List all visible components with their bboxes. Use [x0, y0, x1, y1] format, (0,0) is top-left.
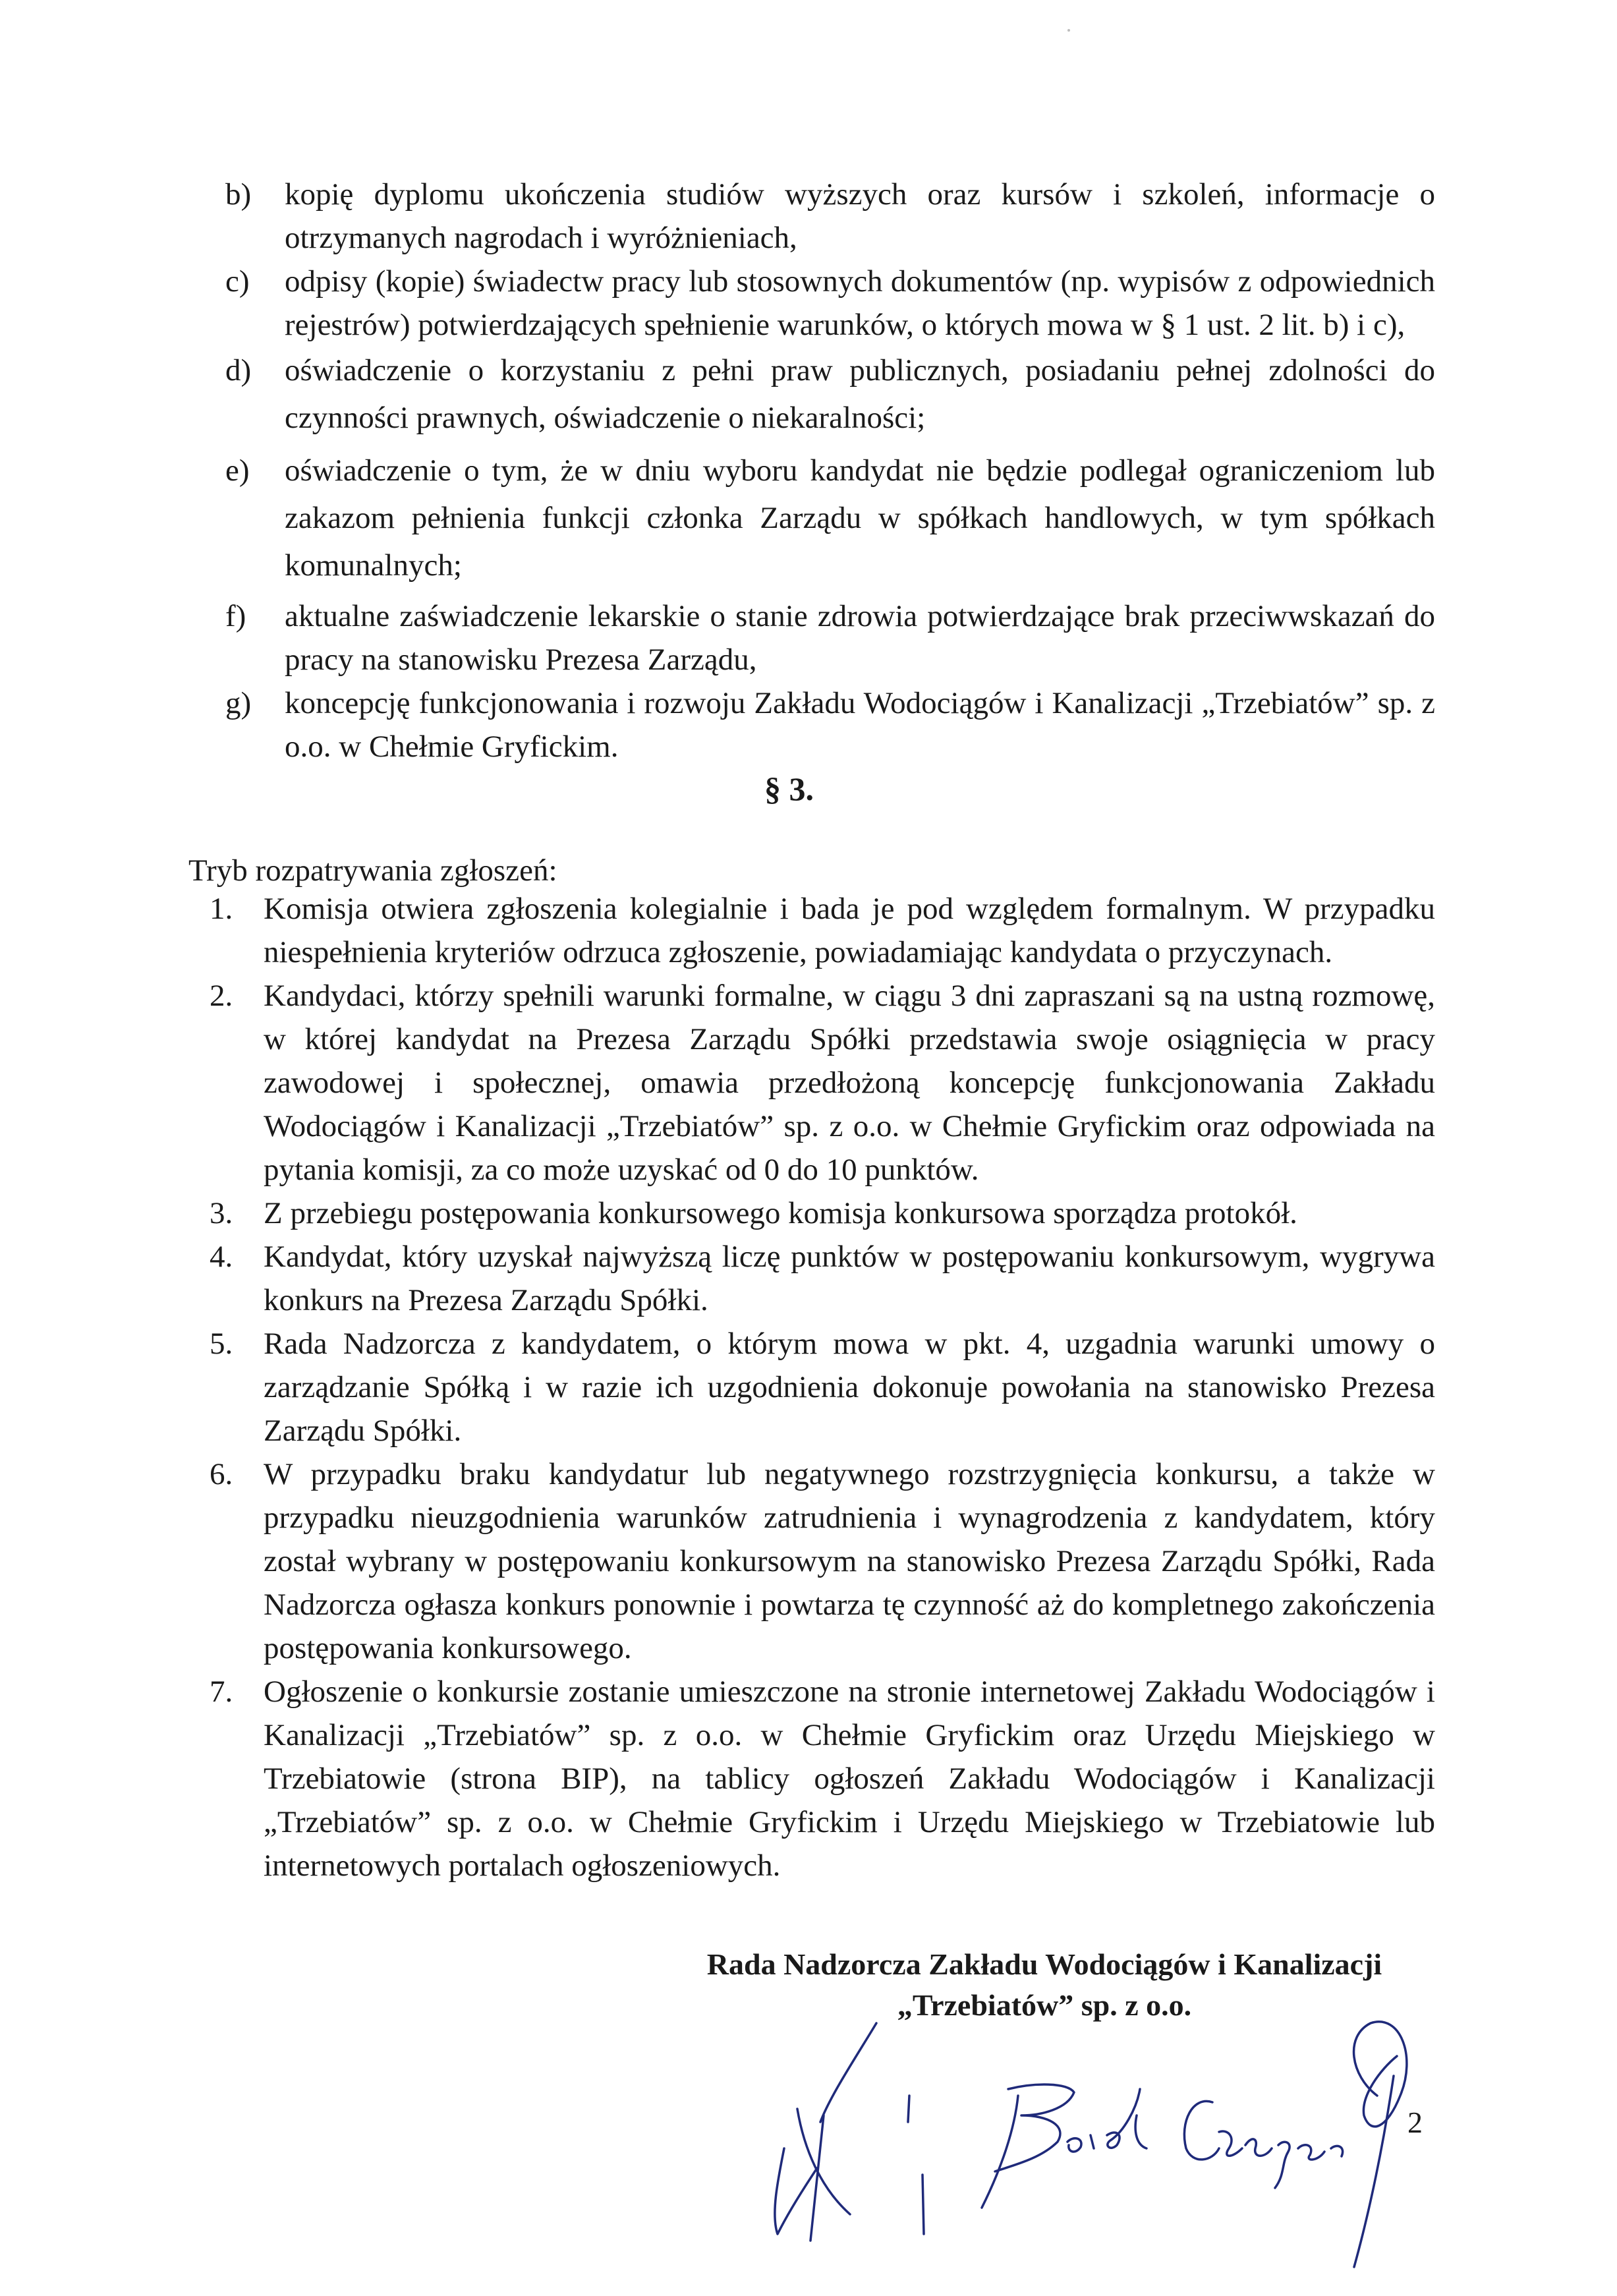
list-item	[225, 260, 1435, 347]
list-item-text: aktualne zaświadczenie lekarskie o stanie zdrowia potwierdzające brak przeciwwskazań do pracy na stanowisku Prezesa Zarządu,	[285, 599, 1435, 677]
page-number: 2	[1407, 2106, 1423, 2139]
list-marker: 2.	[210, 979, 233, 1013]
list-item-text: Ogłoszenie o konkursie zostanie umieszczone na stronie internetowej Zakładu Wodociągów i Kanalizacji „Trzebiatów” sp. z o.o. w Chełmie Gryfickim oraz Urzędu Miejskiego w Trzebiatowie (strona BIP), na tablicy ogłoszeń Zakładu Wodociągów i Kanalizacji „Trzebiatów” sp. z o.o. w Chełmie Gryfickim i Urzędu Miejskiego w Trzebiatowie lub internetowych portalach ogłoszeniowych.	[264, 1675, 1435, 1883]
list-marker: b)	[225, 177, 252, 212]
list-marker: 1.	[210, 892, 233, 926]
list-item	[225, 681, 1435, 768]
section-heading: § 3.	[764, 770, 814, 807]
handwritten-signatures	[758, 2017, 1450, 2274]
signatory-line-1: Rada Nadzorcza Zakładu Wodociągów i Kanalizacji	[706, 1947, 1382, 1981]
list-item	[225, 173, 1435, 260]
procedure-list	[0, 887, 1617, 1887]
list-item	[225, 594, 1435, 681]
list-item	[225, 347, 1435, 442]
requirements-list	[0, 173, 1617, 768]
list-item-text: odpisy (kopie) świadectw pracy lub stosownych dokumentów (np. wypisów z odpowiednich rejestrów) potwierdzających spełnienie warunków, o których mowa w § 1 ust. 2 lit. b) i c),	[285, 264, 1435, 342]
signature-block	[672, 1944, 1417, 2026]
list-marker: 5.	[210, 1327, 233, 1361]
list-marker: c)	[225, 264, 250, 299]
list-item	[210, 887, 1435, 974]
list-item-text: oświadczenie o tym, że w dniu wyboru kandydat nie będzie podlegał ograniczeniom lub zakazom pełnienia funkcji członka Zarządu w spółkach handlowych, w tym spółkach komunalnych;	[285, 453, 1435, 583]
list-item-text: Kandydaci, którzy spełnili warunki formalne, w ciągu 3 dni zapraszani są na ustną rozmowę, w której kandydat na Prezesa Zarządu Spółki przedstawia swoje osiągnięcia w pracy zawodowej i społecznej, omawia przedłożoną koncepcję funkcjonowania Zakładu Wodociągów i Kanalizacji „Trzebiatów” sp. z o.o. w Chełmie Gryfickim oraz odpowiada na pytania komisji, za co może uzyskać od 0 do 10 punktów.	[264, 979, 1435, 1187]
list-item	[210, 1235, 1435, 1322]
list-marker: g)	[225, 686, 252, 720]
list-item-text: Z przebiegu postępowania konkursowego komisja konkursowa sporządza protokół.	[264, 1196, 1297, 1230]
intro-text: Tryb rozpatrywania zgłoszeń:	[188, 853, 557, 888]
list-item-text: Kandydat, który uzyskał najwyższą liczę punktów w postępowaniu konkursowym, wygrywa konkurs na Prezesa Zarządu Spółki.	[264, 1240, 1435, 1317]
list-item-text: oświadczenie o korzystaniu z pełni praw publicznych, posiadaniu pełnej zdolności do czynności prawnych, oświadczenie o niekaralności;	[285, 353, 1435, 435]
list-item-text: W przypadku braku kandydatur lub negatywnego rozstrzygnięcia konkursu, a także w przypadku nieuzgodnienia warunków zatrudnienia i wynagrodzenia z kandydatem, który został wybrany w postępowaniu konkursowym na stanowisko Prezesa Zarządu Spółki, Rada Nadzorcza ogłasza konkurs ponownie i powtarza tę czynność aż do kompletnego zakończenia postępowania konkursowego.	[264, 1457, 1435, 1665]
list-item-text: koncepcję funkcjonowania i rozwoju Zakładu Wodociągów i Kanalizacji „Trzebiatów” sp. z o.o. w Chełmie Gryfickim.	[285, 686, 1435, 764]
list-item	[210, 1452, 1435, 1670]
list-item	[210, 1322, 1435, 1452]
list-marker: f)	[225, 599, 246, 633]
list-item	[210, 974, 1435, 1191]
list-item	[210, 1191, 1435, 1235]
list-marker: 4.	[210, 1240, 233, 1274]
list-item	[210, 1670, 1435, 1887]
list-item-text: Rada Nadzorcza z kandydatem, o którym mowa w pkt. 4, uzgadnia warunki umowy o zarządzanie Spółką i w razie ich uzgodnienia dokonuje powołania na stanowisko Prezesa Zarządu Spółki.	[264, 1327, 1435, 1448]
list-marker: d)	[225, 353, 252, 387]
list-marker: e)	[225, 453, 250, 488]
scan-speck	[1067, 29, 1070, 32]
list-marker: 3.	[210, 1196, 233, 1230]
list-item-text: kopię dyplomu ukończenia studiów wyższych oraz kursów i szkoleń, informacje o otrzymanych nagrodach i wyróżnieniach,	[285, 177, 1435, 255]
list-item	[225, 447, 1435, 589]
list-item-text: Komisja otwiera zgłoszenia kolegialnie i bada je pod względem formalnym. W przypadku niespełnienia kryteriów odrzuca zgłoszenie, powiadamiając kandydata o przyczynach.	[264, 892, 1435, 969]
list-marker: 6.	[210, 1457, 233, 1491]
signatory-line-2: „Trzebiatów” sp. z o.o.	[897, 1988, 1192, 2022]
list-marker: 7.	[210, 1675, 233, 1709]
